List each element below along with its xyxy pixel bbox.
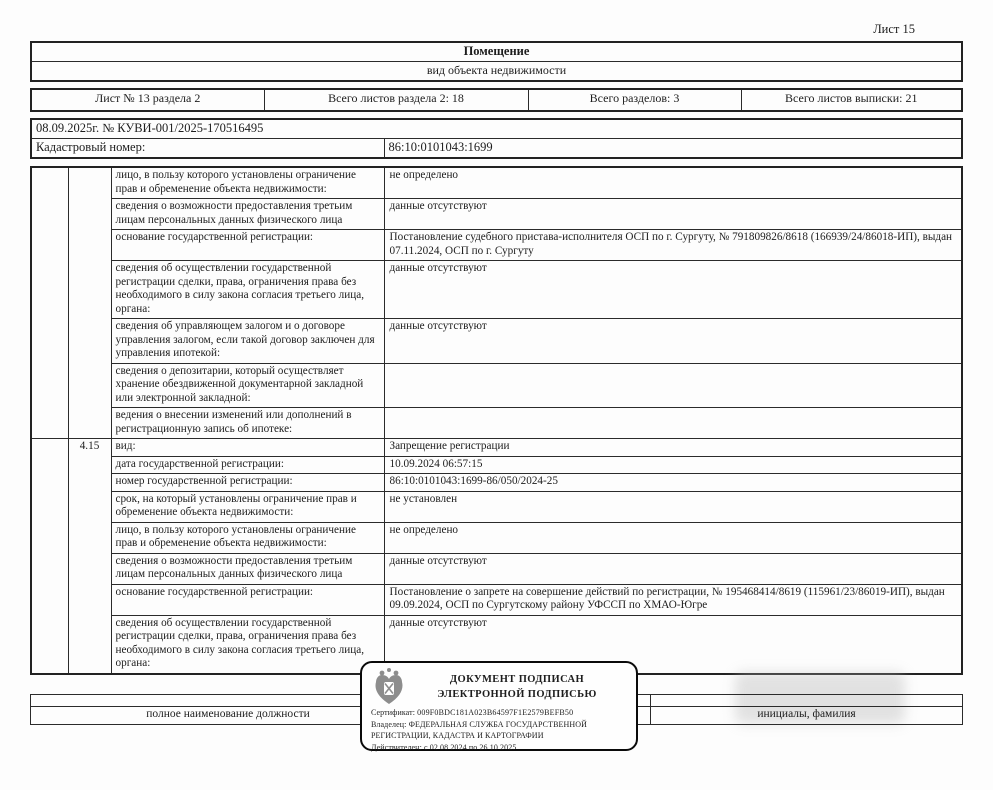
record-row (31, 319, 962, 364)
sheet-info-section-total: Всего листов раздела 2: 18 (264, 89, 528, 111)
record-spacer-cell (31, 439, 68, 674)
field-label-cell: основание государственной регистрации: (111, 584, 384, 615)
field-value-cell: 10.09.2024 06:57:15 (384, 456, 962, 474)
record-spacer-cell (31, 167, 68, 439)
field-label-cell: лицо, в пользу которого установлены ограничение прав и обременение объекта недвижимости: (111, 167, 384, 199)
cadastral-number-label: Кадастровый номер: (31, 139, 384, 159)
sheet-info-extract-total: Всего листов выписки: 21 (741, 89, 962, 111)
stamp-certificate-line (371, 707, 627, 719)
sheet-info-table (30, 88, 963, 112)
record-row (31, 522, 962, 553)
stamp-owner-line (371, 719, 627, 742)
field-label-cell: основание государственной регистрации: (111, 230, 384, 261)
position-caption-cell: полное наименование должности (31, 707, 426, 725)
signature-footer (0, 660, 993, 780)
field-value-cell: не определено (384, 167, 962, 199)
field-label-cell: дата государственной регистрации: (111, 456, 384, 474)
field-label-cell: сведения об осуществлении государственной регистрации сделки, права, ограничения права без необходимого в силу закона согласия третьего лица, органа: (111, 261, 384, 319)
digital-signature-stamp (360, 661, 638, 751)
record-row (31, 363, 962, 408)
stamp-certificate-label: Сертификат: (371, 708, 416, 717)
field-label-cell: сведения об осуществлении государственной регистрации сделки, права, ограничения права без необходимого в силу закона согласия третьего лица, органа: (111, 615, 384, 674)
stamp-header (371, 667, 627, 707)
record-row (31, 261, 962, 319)
stamp-titles (407, 672, 627, 702)
object-type-table (30, 41, 963, 82)
field-label-cell: сведения о возможности предоставления третьим лицам персональных данных физического лица (111, 553, 384, 584)
sheet-number-label: Лист 15 (873, 22, 915, 36)
stamp-owner-value: ФЕДЕРАЛЬНАЯ СЛУЖБА ГОСУДАРСТВЕННОЙ РЕГИСТРАЦИИ, КАДАСТРА И КАРТОГРАФИИ (371, 719, 588, 740)
stamp-certificate-value: 009F0BDC181A023B64597F1E2579BEFB50 (417, 708, 574, 717)
field-value-cell: данные отсутствуют (384, 261, 962, 319)
field-value-cell: не установлен (384, 491, 962, 522)
table-row (31, 62, 962, 82)
record-row (31, 584, 962, 615)
name-caption-cell: инициалы, фамилия (651, 707, 963, 725)
field-label-cell: сведения об управляющем залогом и о договоре управления залогом, если такой договор заключен для управления ипотекой: (111, 319, 384, 364)
field-value-cell (384, 408, 962, 439)
records-table (30, 166, 963, 675)
object-type-value: Помещение (31, 42, 962, 62)
record-row (31, 167, 962, 199)
request-info-table (30, 118, 963, 159)
field-label-cell: лицо, в пользу которого установлены ограничение прав и обременение объекта недвижимости: (111, 522, 384, 553)
field-label-cell: срок, на который установлены ограничение прав и обременение объекта недвижимости: (111, 491, 384, 522)
record-row (31, 408, 962, 439)
stamp-validity-line: Действителен: с 02 08 2024 по 26 10 2025 (371, 742, 517, 752)
field-value-cell: 86:10:0101043:1699-86/050/2024-25 (384, 474, 962, 492)
field-value-cell: Постановление о запрете на совершение действий по регистрации, № 195468414/8619 (115961/23/86019-ИП), выдан 09.09.2024, ОСП по Сургутскому району УФССП по ХМАО-Югре (384, 584, 962, 615)
table-row (31, 89, 962, 111)
record-row (31, 553, 962, 584)
stamp-owner-label: Владелец: (371, 719, 407, 729)
field-value-cell: данные отсутствуют (384, 199, 962, 230)
sheet-info-section-sheet: Лист № 13 раздела 2 (31, 89, 264, 111)
request-date-number: 08.09.2025г. № КУВИ-001/2025-170516495 (31, 119, 962, 139)
table-row (31, 42, 962, 62)
coat-of-arms-icon (371, 667, 407, 707)
field-value-cell: Запрещение регистрации (384, 439, 962, 457)
sheet-info-sections-total: Всего разделов: 3 (528, 89, 741, 111)
field-label-cell: вид: (111, 439, 384, 457)
record-row (31, 199, 962, 230)
record-row (31, 456, 962, 474)
field-label-cell: сведения о депозитарии, который осуществляет хранение обездвиженной документарной закладной или электронной закладной: (111, 363, 384, 408)
field-value-cell: данные отсутствуют (384, 615, 962, 674)
document-page (0, 22, 993, 790)
table-row (31, 119, 962, 139)
records-table-body (31, 167, 962, 674)
record-row (31, 474, 962, 492)
stamp-title-line1: ДОКУМЕНТ ПОДПИСАН (449, 674, 585, 685)
field-value-cell: не определено (384, 522, 962, 553)
field-label-cell: ведения о внесении изменений или дополнений в регистрационную запись об ипотеке: (111, 408, 384, 439)
cadastral-number-value: 86:10:0101043:1699 (384, 139, 962, 159)
field-label-cell: номер государственной регистрации: (111, 474, 384, 492)
signature-line-cell (651, 695, 963, 707)
field-value-cell: данные отсутствуют (384, 319, 962, 364)
field-value-cell: данные отсутствуют (384, 553, 962, 584)
field-label-cell: сведения о возможности предоставления третьим лицам персональных данных физического лица (111, 199, 384, 230)
record-row (31, 439, 962, 457)
table-row (31, 139, 962, 159)
stamp-title-line2: ЭЛЕКТРОННОЙ ПОДПИСЬЮ (437, 689, 597, 700)
field-value-cell: Постановление судебного пристава-исполнителя ОСП по г. Сургуту, № 791809826/8618 (166939/24/86018-ИП), выдан 07.11.2024, ОСП по г. Сургуту (384, 230, 962, 261)
field-value-cell (384, 363, 962, 408)
record-row (31, 230, 962, 261)
object-type-caption: вид объекта недвижимости (31, 62, 962, 82)
record-row (31, 491, 962, 522)
record-number-cell (68, 167, 111, 439)
record-number-cell: 4.15 (68, 439, 111, 674)
